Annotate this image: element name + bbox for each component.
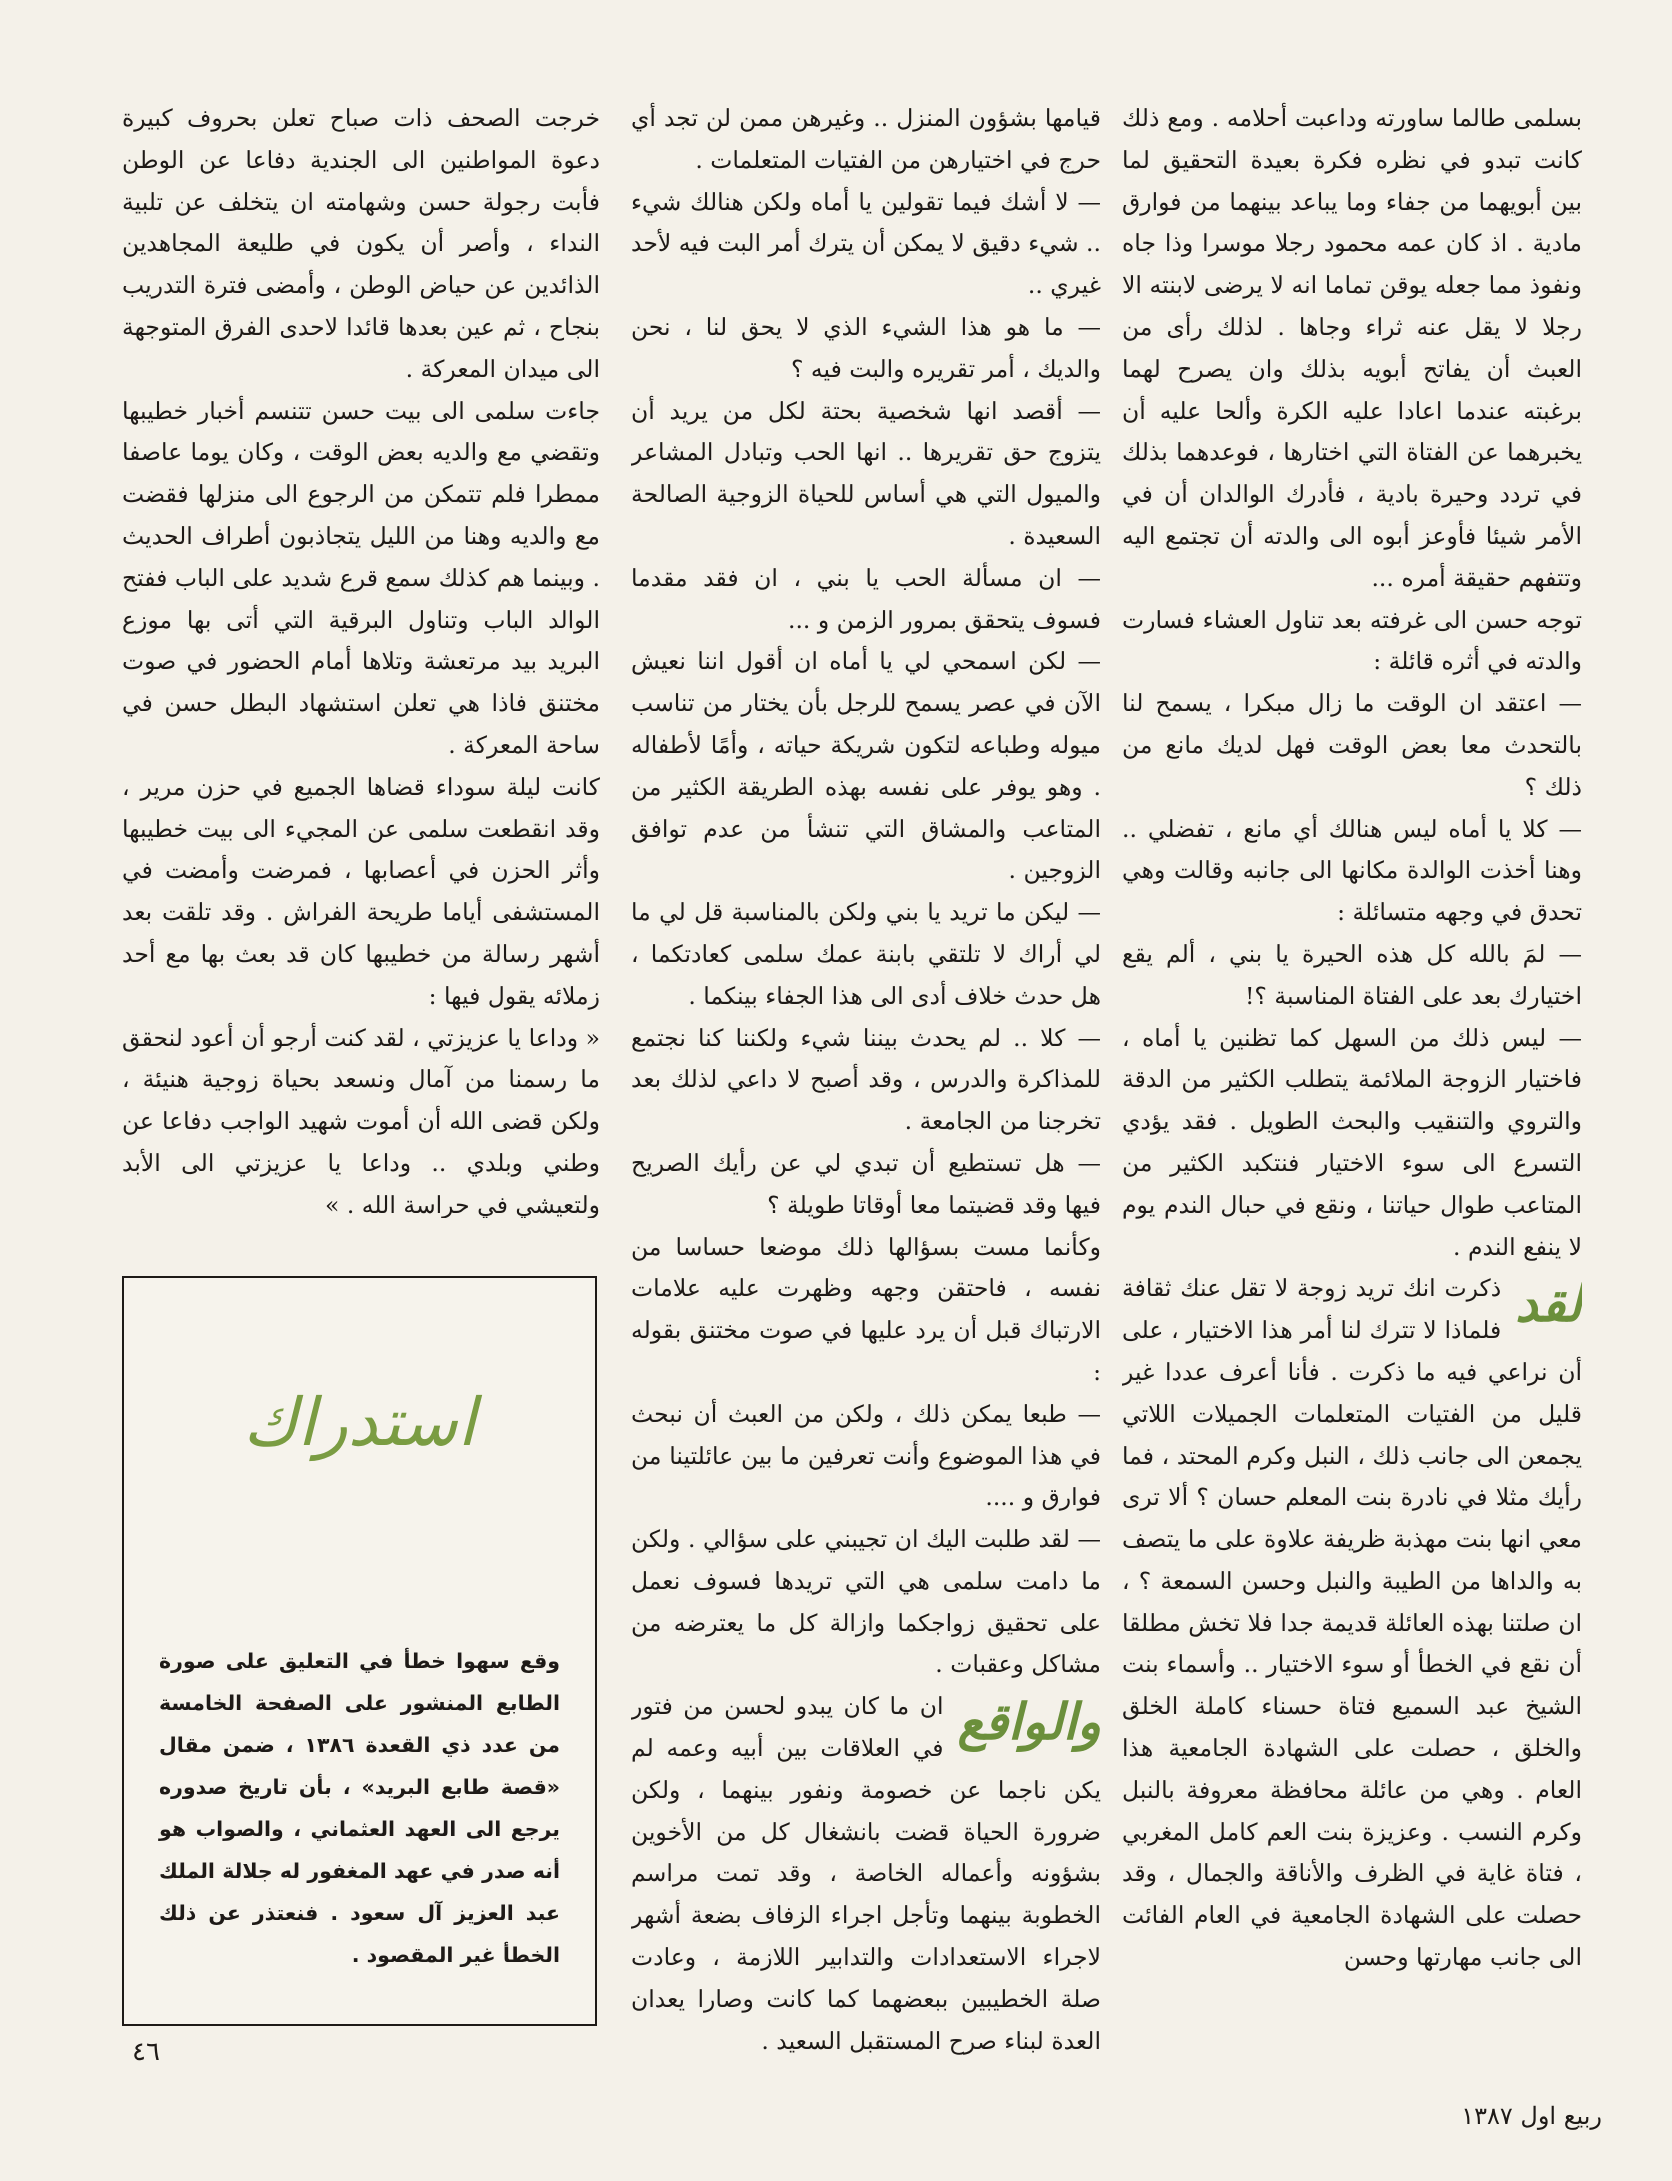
paragraph: « وداعا يا عزيزتي ، لقد كنت أرجو أن أعود لنحقق ما رسمنا من آمال ونسعد بحياة زوجية هنيئة ، ولكن قضى الله أن أموت شهيد الواجب دفاعا عن وطني وبلدي .. وداعا يا عزيزتي الى الأبد ولتعيشي في حراسة الله . » xyxy=(122,1023,600,1218)
paragraph: — هل تستطيع أن تبدي لي عن رأيك الصريح فيها وقد قضيتما معا أوقاتا طويلة ؟ xyxy=(631,1148,1101,1219)
notice-body: وقع سهوا خطأ في التعليق على صورة الطابع المنشور على الصفحة الخامسة من عدد ذي القعدة ١٣٨٦ ، ضمن مقال «قصة طابع البريد» ، بأن تاريخ صدوره يرجع الى العهد العثماني ، والصواب هو أنه صدر في عهد المغفور له جلالة الملك عبد العزيز آل سعود . فنعتذر عن ذلك الخطأ غير المقصود . xyxy=(159,1649,560,1967)
paragraph: — طبعا يمكن ذلك ، ولكن من العبث أن نبحث في هذا الموضوع وأنت تعرفين ما بين عائلتينا من فوارق و .... xyxy=(631,1399,1101,1512)
section-heading: لقد xyxy=(1515,1274,1582,1334)
paragraph: — ما هو هذا الشيء الذي لا يحق لنا ، نحن والديك ، أمر تقريره والبت فيه ؟ xyxy=(631,312,1101,383)
section-block xyxy=(1122,1268,1582,1979)
section-block xyxy=(631,1686,1101,2058)
paragraph: — ليس ذلك من السهل كما تظنين يا أماه ، فاختيار الزوجة الملائمة يتطلب الكثير من الدقة والتروي والتنقيب والبحث الطويل . فقد يؤدي التسرع الى سوء الاختيار فنتكبد الكثير من المتاعب طوال حياتنا ، ونقع في حبال الندم يوم لا ينفع الندم . xyxy=(1122,1023,1582,1261)
article-column-middle xyxy=(631,98,1101,2058)
paragraph: خرجت الصحف ذات صباح تعلن بحروف كبيرة دعوة المواطنين الى الجندية دفاعا عن الوطن فأبت رجولة حسن وشهامته ان يتخلف عن تلبية النداء ، وأصر أن يكون في طليعة المجاهدين الذائدين عن حياض الوطن ، وأمضى فترة التدريب بنجاح ، ثم عين بعدها قائدا لاحدى الفرق المتوجهة الى ميدان المعركة . xyxy=(122,104,600,383)
paragraph: توجه حسن الى غرفته بعد تناول العشاء فسارت والدته في أثره قائلة : xyxy=(1122,605,1582,676)
paragraph: جاءت سلمى الى بيت حسن تتنسم أخبار خطيبها وتقضي مع والديه بعض الوقت ، وكان يوما عاصفا ممطرا فلم تتمكن من الرجوع الى منزلها فقضت مع والديه وهنا من الليل يتجاذبون أطراف الحديث . وبينما هم كذلك سمع قرع شديد على الباب ففتح الوالد الباب وتناول البرقية التي أتى بها موزع البريد بيد مرتعشة وتلاها أمام الحضور في صوت مختنق فاذا هي تعلن استشهاد البطل حسن في ساحة المعركة . xyxy=(122,396,600,759)
paragraph: — أقصد انها شخصية بحتة لكل من يريد أن يتزوج حق تقريرها .. انها الحب وتبادل المشاعر والميول التي هي أساس للحياة الزوجية الصالحة السعيدة . xyxy=(631,396,1101,550)
paragraph: وكأنما مست بسؤالها ذلك موضعا حساسا من نفسه ، فاحتقن وجهه وظهرت عليه علامات الارتباك قبل أن يرد عليها في صوت مختنق بقوله : xyxy=(631,1232,1101,1386)
paragraph: — كلا .. لم يحدث بيننا شيء ولكننا كنا نجتمع للمذاكرة والدرس ، وقد أصبح لا داعي لذلك بعد تخرجنا من الجامعة . xyxy=(631,1023,1101,1136)
paragraph: ذكرت انك تريد زوجة لا تقل عنك ثقافة فلماذا لا تترك لنا أمر هذا الاختيار ، على أن نراعي فيه ما ذكرت . فأنا أعرف عددا غير قليل من الفتيات المتعلمات الجميلات اللاتي يجمعن الى جانب ذلك ، النبل وكرم المحتد ، فما رأيك مثلا في نادرة بنت المعلم حسان ؟ ألا ترى معي انها بنت مهذبة ظريفة علاوة على ما يتصف به والداها من الطيبة والنبل وحسن السمعة ؟ ، ان صلتنا بهذه العائلة قديمة جدا فلا تخش مطلقا أن نقع في الخطأ أو سوء الاختيار .. وأسماء بنت الشيخ عبد السميع فتاة حسناء كاملة الخلق والخلق ، حصلت على الشهادة الجامعية هذا العام . وهي من عائلة محافظة معروفة بالنبل وكرم النسب . وعزيزة بنت العم كامل المغربي ، فتاة غاية في الظرف والأناقة والجمال ، وقد حصلت على الشهادة الجامعية في العام الفائت الى جانب مهارتها وحسن xyxy=(1122,1274,1582,1972)
paragraph: — ليكن ما تريد يا بني ولكن بالمناسبة قل لي ما لي أراك لا تلتقي بابنة عمك سلمى كعادتكما ، هل حدث خلاف أدى الى هذا الجفاء بينكما . xyxy=(631,898,1101,1010)
paragraph: قيامها بشؤون المنزل .. وغيرهن ممن لن تجد أي حرج في اختيارهن من الفتيات المتعلمات . xyxy=(631,104,1101,174)
paragraph: — لمَ بالله كل هذه الحيرة يا بني ، ألم يقع اختيارك بعد على الفتاة المناسبة ؟! xyxy=(1122,939,1582,1010)
article-column-right xyxy=(1122,98,1582,2028)
issue-date: ربيع اول ١٣٨٧ xyxy=(1461,2102,1602,2130)
paragraph: ان ما كان يبدو لحسن من فتور في العلاقات بين أبيه وعمه لم يكن ناجما عن خصومة ونفور بينهما ، ولكن ضرورة الحياة قضت بانشغال كل من الأخوين بشؤونه وأعماله الخاصة ، وقد تمت مراسم الخطوبة بينهما وتأجل اجراء الزفاف بضعة أشهر لاجراء الاستعدادات والتدابير اللازمة ، وعادت صلة الخطيبين ببعضهما كما كانت وصارا يعدان العدة لبناء صرح المستقبل السعيد . xyxy=(631,1692,1101,2055)
paragraph: — لقد طلبت اليك ان تجيبني على سؤالي . ولكن ما دامت سلمى هي التي تريدها فسوف نعمل على تحقيق زواجكما وازالة كل ما يعترضه من مشاكل وعقبات . xyxy=(631,1525,1101,1679)
paragraph: — لكن اسمحي لي يا أماه ان أقول اننا نعيش الآن في عصر يسمح للرجل بأن يختار من تناسب ميوله وطباعه لتكون شريكة حياته ، وأمًا لأطفاله . وهو يوفر على نفسه بهذه الطريقة الكثير من المتاعب والمشاق التي تنشأ من عدم توافق الزوجين . xyxy=(631,647,1101,885)
section-heading: والواقع xyxy=(957,1692,1101,1752)
page-number: ٤٦ xyxy=(132,2037,160,2067)
paragraph: — كلا يا أماه ليس هنالك أي مانع ، تفضلي .. وهنا أخذت الوالدة مكانها الى جانبه وقالت وهي تحدق في وجهه متسائلة : xyxy=(1122,814,1582,927)
article-column-left xyxy=(122,98,600,1218)
paragraph: — اعتقد ان الوقت ما زال مبكرا ، يسمح لنا بالتحدث معا بعض الوقت فهل لديك مانع من ذلك ؟ xyxy=(1122,689,1582,801)
paragraph: كانت ليلة سوداء قضاها الجميع في حزن مرير ، وقد انقطعت سلمى عن المجيء الى بيت خطيبها وأثر الحزن في أعصابها ، فمرضت وأمضت في المستشفى أياما طريحة الفراش . وقد تلقت بعد أشهر رسالة من خطيبها كان قد بعث بها مع أحد زملائه يقول فيها : xyxy=(122,772,600,1010)
notice-title: استدراك xyxy=(243,1384,476,1461)
paragraph: بسلمى طالما ساورته وداعبت أحلامه . ومع ذلك كانت تبدو في نظره فكرة بعيدة التحقيق لما بين أبويهما من جفاء وما يباعد بينهما من فوارق مادية . اذ كان عمه محمود رجلا موسرا وذا جاه ونفوذ مما جعله يوقن تماما انه لا يرضى لابنته الا رجلا لا يقل عنه ثراء وجاها . لذلك رأى من العبث أن يفاتح أبويه بذلك وان يصرح لهما برغبته عندما اعادا عليه الكرة وألحا عليه أن يخبرهما عن الفتاة التي اختارها ، فوعدهما بذلك في تردد وحيرة بادية ، فأدرك الوالدان أن في الأمر شيئا فأوعز أبوه الى والدته أن تجتمع اليه وتتفهم حقيقة أمره ... xyxy=(1122,104,1582,592)
paragraph: — ان مسألة الحب يا بني ، ان فقد مقدما فسوف يتحقق بمرور الزمن و ... xyxy=(631,563,1101,634)
correction-notice xyxy=(122,1276,597,2026)
paragraph: — لا أشك فيما تقولين يا أماه ولكن هنالك شيء .. شيء دقيق لا يمكن أن يترك أمر البت فيه لأحد غيري .. xyxy=(631,187,1101,300)
